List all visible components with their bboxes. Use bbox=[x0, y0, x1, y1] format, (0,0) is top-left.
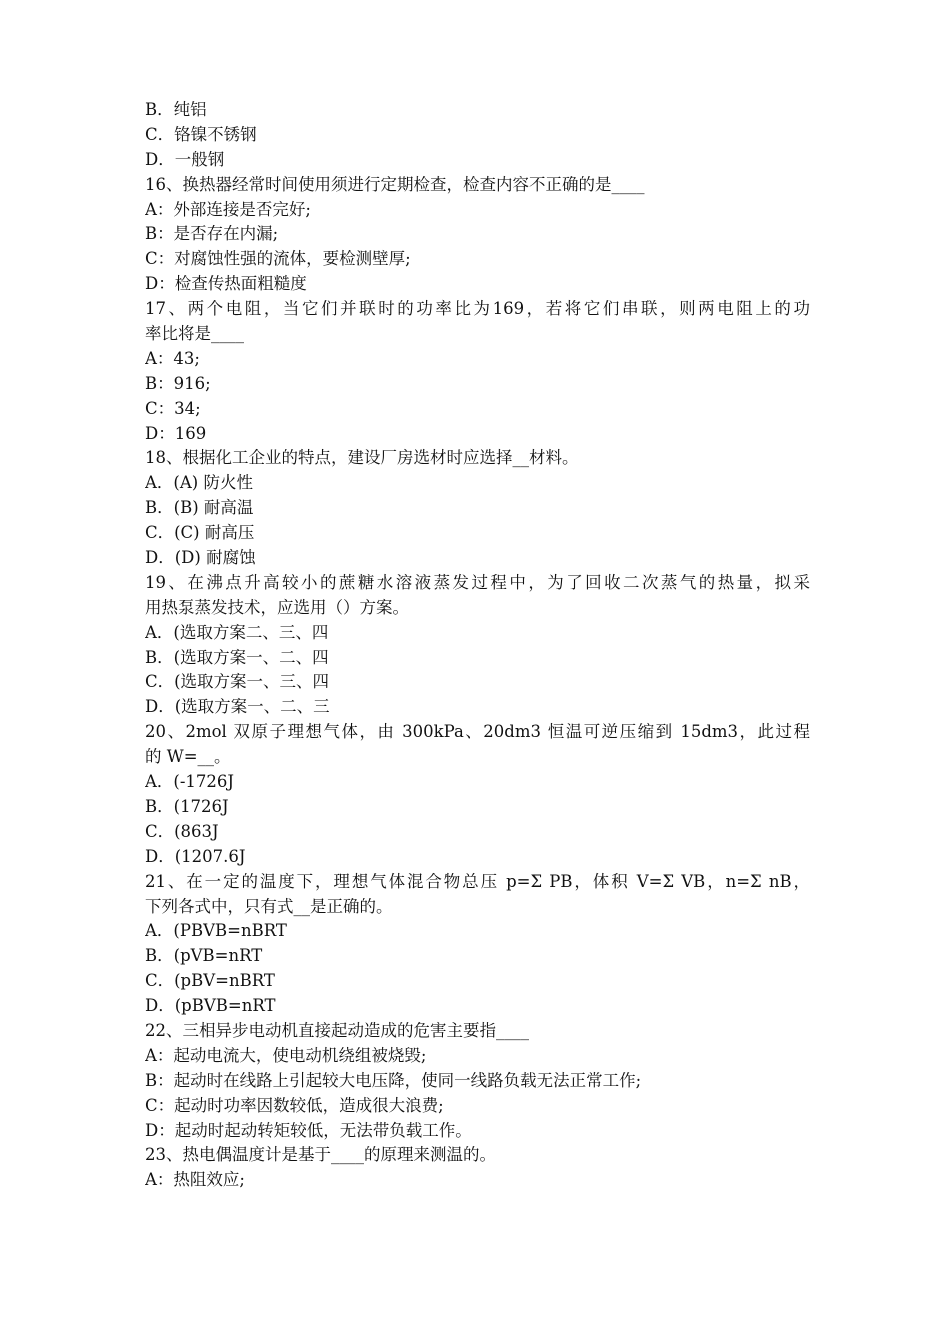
option-line: C．(pBV=nBRT bbox=[145, 971, 275, 991]
option-line: C．铬镍不锈钢 bbox=[145, 124, 257, 144]
option-line: C：34; bbox=[145, 398, 201, 418]
option-line: B：916; bbox=[145, 373, 211, 393]
option-line: C．(选取方案一、三、四 bbox=[145, 672, 330, 692]
option-line: B．(1726J bbox=[145, 796, 229, 816]
option-line: A．(PBVB=nBRT bbox=[145, 921, 287, 941]
question-17: 17、两个电阻，当它们并联时的功率比为169，若将它们串联，则两电阻上的功 bbox=[145, 299, 810, 319]
option-line: D．(pBVB=nRT bbox=[145, 996, 276, 1016]
option-line: B：起动时在线路上引起较大电压降，使同一线路负载无法正常工作; bbox=[145, 1070, 642, 1090]
option-line: B．纯铝 bbox=[145, 100, 207, 119]
question-17-cont: 率比将是____ bbox=[145, 324, 244, 344]
option-line: A：热阻效应; bbox=[145, 1170, 245, 1190]
question-20: 20、2mol 双原子理想气体，由 300kPa、20dm3 恒温可逆压缩到 15dm3，此过程 bbox=[145, 722, 810, 742]
option-line: C．(C) 耐高压 bbox=[145, 523, 255, 543]
option-line: C：起动时功率因数较低，造成很大浪费; bbox=[145, 1095, 444, 1115]
question-16: 16、换热器经常时间使用须进行定期检查，检查内容不正确的是____ bbox=[145, 174, 645, 194]
option-line: A．(A) 防火性 bbox=[145, 473, 253, 493]
option-line: D．(1207.6J bbox=[145, 846, 246, 866]
option-line: D．一般钢 bbox=[145, 149, 225, 169]
option-line: B．(选取方案一、二、四 bbox=[145, 647, 329, 667]
option-line: B：是否存在内漏; bbox=[145, 224, 279, 244]
option-line: C：对腐蚀性强的流体，要检测壁厚; bbox=[145, 249, 411, 269]
option-line: D：检查传热面粗糙度 bbox=[145, 274, 307, 294]
option-line: D：起动时起动转矩较低，无法带负载工作。 bbox=[145, 1120, 472, 1140]
question-21: 21、在一定的温度下，理想气体混合物总压 p=Σ PB，体积 V=Σ VB，n=Σ nB， bbox=[145, 871, 810, 891]
option-line: D．(选取方案一、二、三 bbox=[145, 697, 330, 717]
option-line: A：起动电流大，使电动机绕组被烧毁; bbox=[145, 1045, 427, 1065]
question-21-cont: 下列各式中，只有式__是正确的。 bbox=[145, 896, 393, 916]
question-18: 18、根据化工企业的特点，建设厂房选材时应选择__材料。 bbox=[145, 448, 579, 468]
option-line: B．(B) 耐高温 bbox=[145, 498, 254, 518]
option-line: D．(D) 耐腐蚀 bbox=[145, 548, 256, 568]
question-text-block bbox=[145, 98, 810, 1193]
question-19: 19、在沸点升高较小的蔗糖水溶液蒸发过程中，为了回收二次蒸气的热量，拟采 bbox=[145, 572, 810, 592]
option-line: A：外部连接是否完好; bbox=[145, 199, 311, 219]
option-line: C．(863J bbox=[145, 821, 219, 841]
question-19-cont: 用热泵蒸发技术，应选用（）方案。 bbox=[145, 597, 409, 617]
option-line: A．(选取方案二、三、四 bbox=[145, 622, 329, 642]
option-line: D：169 bbox=[145, 423, 207, 443]
question-23: 23、热电偶温度计是基于____的原理来测温的。 bbox=[145, 1145, 496, 1165]
question-22: 22、三相异步电动机直接起动造成的危害主要指____ bbox=[145, 1020, 529, 1040]
option-line: A：43; bbox=[145, 348, 200, 368]
question-20-cont: 的 W=__。 bbox=[145, 747, 231, 767]
option-line: A．(-1726J bbox=[145, 772, 235, 792]
option-line: B．(pVB=nRT bbox=[145, 946, 263, 966]
